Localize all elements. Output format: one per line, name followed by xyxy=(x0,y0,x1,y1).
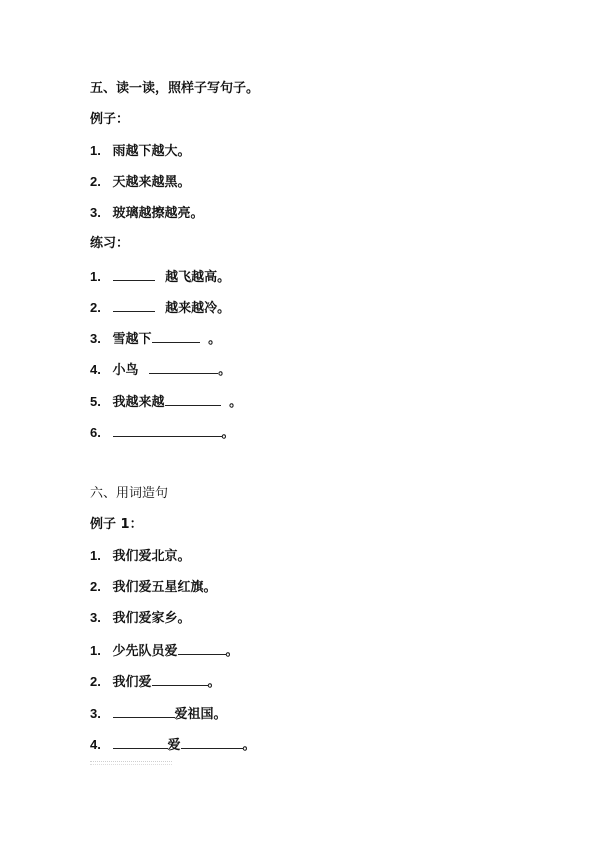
example-text: 玻璃越擦越亮。 xyxy=(112,206,204,221)
example-text: 雨越下越大。 xyxy=(112,144,191,159)
s5-example-1 xyxy=(90,143,191,160)
section6-title: 六、用词造句 xyxy=(90,486,169,501)
s6-practice-3 xyxy=(90,705,227,723)
section5-practice-label: 练习： xyxy=(90,236,130,251)
answer-blank[interactable] xyxy=(149,361,218,374)
s5-practice-2 xyxy=(90,299,230,317)
sentence-text: 我们爱 xyxy=(112,675,152,690)
example-text: 我们爱五星红旗。 xyxy=(112,580,217,595)
item-number: 1. xyxy=(90,548,101,563)
answer-blank[interactable] xyxy=(113,424,222,437)
s6-practice-4 xyxy=(90,736,256,754)
period: 。 xyxy=(242,738,256,753)
item-number: 3. xyxy=(90,610,101,625)
s6-practice-2 xyxy=(90,673,221,691)
s6-example-2 xyxy=(90,579,217,596)
example-text: 我们爱北京。 xyxy=(112,549,191,564)
s6-practice-1 xyxy=(90,642,239,660)
item-number: 1. xyxy=(90,143,101,158)
item-number: 2. xyxy=(90,300,101,315)
period: 。 xyxy=(229,395,243,410)
period: 。 xyxy=(207,675,221,690)
answer-blank[interactable] xyxy=(113,736,168,749)
period: 。 xyxy=(217,301,231,316)
sentence-text: 越飞越高 xyxy=(165,270,218,285)
item-number: 2. xyxy=(90,674,101,689)
answer-blank[interactable] xyxy=(152,330,200,343)
sentence-text: 雪越下 xyxy=(112,332,152,347)
item-number: 6. xyxy=(90,425,101,440)
s5-practice-4 xyxy=(90,361,231,379)
answer-blank[interactable] xyxy=(113,268,155,281)
footer-faint-line xyxy=(90,761,172,765)
s6-example-3 xyxy=(90,610,191,627)
section6-example-label: 例子 1： xyxy=(90,517,143,532)
period: 。 xyxy=(221,426,235,441)
s5-practice-5 xyxy=(90,393,242,411)
item-number: 4. xyxy=(90,737,101,752)
period: 。 xyxy=(225,644,239,659)
answer-blank[interactable] xyxy=(113,705,175,718)
period: 。 xyxy=(208,332,222,347)
item-number: 3. xyxy=(90,706,101,721)
example-text: 我们爱家乡。 xyxy=(112,611,191,626)
s5-example-3 xyxy=(90,205,204,222)
example-text: 天越来越黑。 xyxy=(112,175,191,190)
item-number: 5. xyxy=(90,394,101,409)
item-number: 3. xyxy=(90,331,101,346)
sentence-text: 小鸟 xyxy=(112,363,139,378)
answer-blank[interactable] xyxy=(165,393,221,406)
s5-example-2 xyxy=(90,174,191,191)
section5-title: 五、读一读，照样子写句子。 xyxy=(90,81,260,96)
section5-example-label: 例子： xyxy=(90,112,130,127)
sentence-text: 爱祖国 xyxy=(174,707,214,722)
sentence-text: 爱 xyxy=(167,738,181,753)
item-number: 2. xyxy=(90,579,101,594)
sentence-text: 我越来越 xyxy=(112,395,165,410)
s5-practice-1 xyxy=(90,268,230,286)
s6-example-1 xyxy=(90,548,191,565)
answer-blank[interactable] xyxy=(113,299,155,312)
item-number: 2. xyxy=(90,174,101,189)
answer-blank[interactable] xyxy=(178,642,226,655)
period: 。 xyxy=(218,363,232,378)
sentence-text: 越来越冷 xyxy=(165,301,218,316)
s5-practice-6 xyxy=(90,424,235,442)
item-number: 1. xyxy=(90,269,101,284)
sentence-text: 少先队员爱 xyxy=(112,644,178,659)
answer-blank[interactable] xyxy=(152,673,208,686)
period: 。 xyxy=(217,270,231,285)
s5-practice-3 xyxy=(90,330,221,348)
item-number: 4. xyxy=(90,362,101,377)
answer-blank[interactable] xyxy=(181,736,243,749)
item-number: 3. xyxy=(90,205,101,220)
item-number: 1. xyxy=(90,643,101,658)
period: 。 xyxy=(213,707,227,722)
